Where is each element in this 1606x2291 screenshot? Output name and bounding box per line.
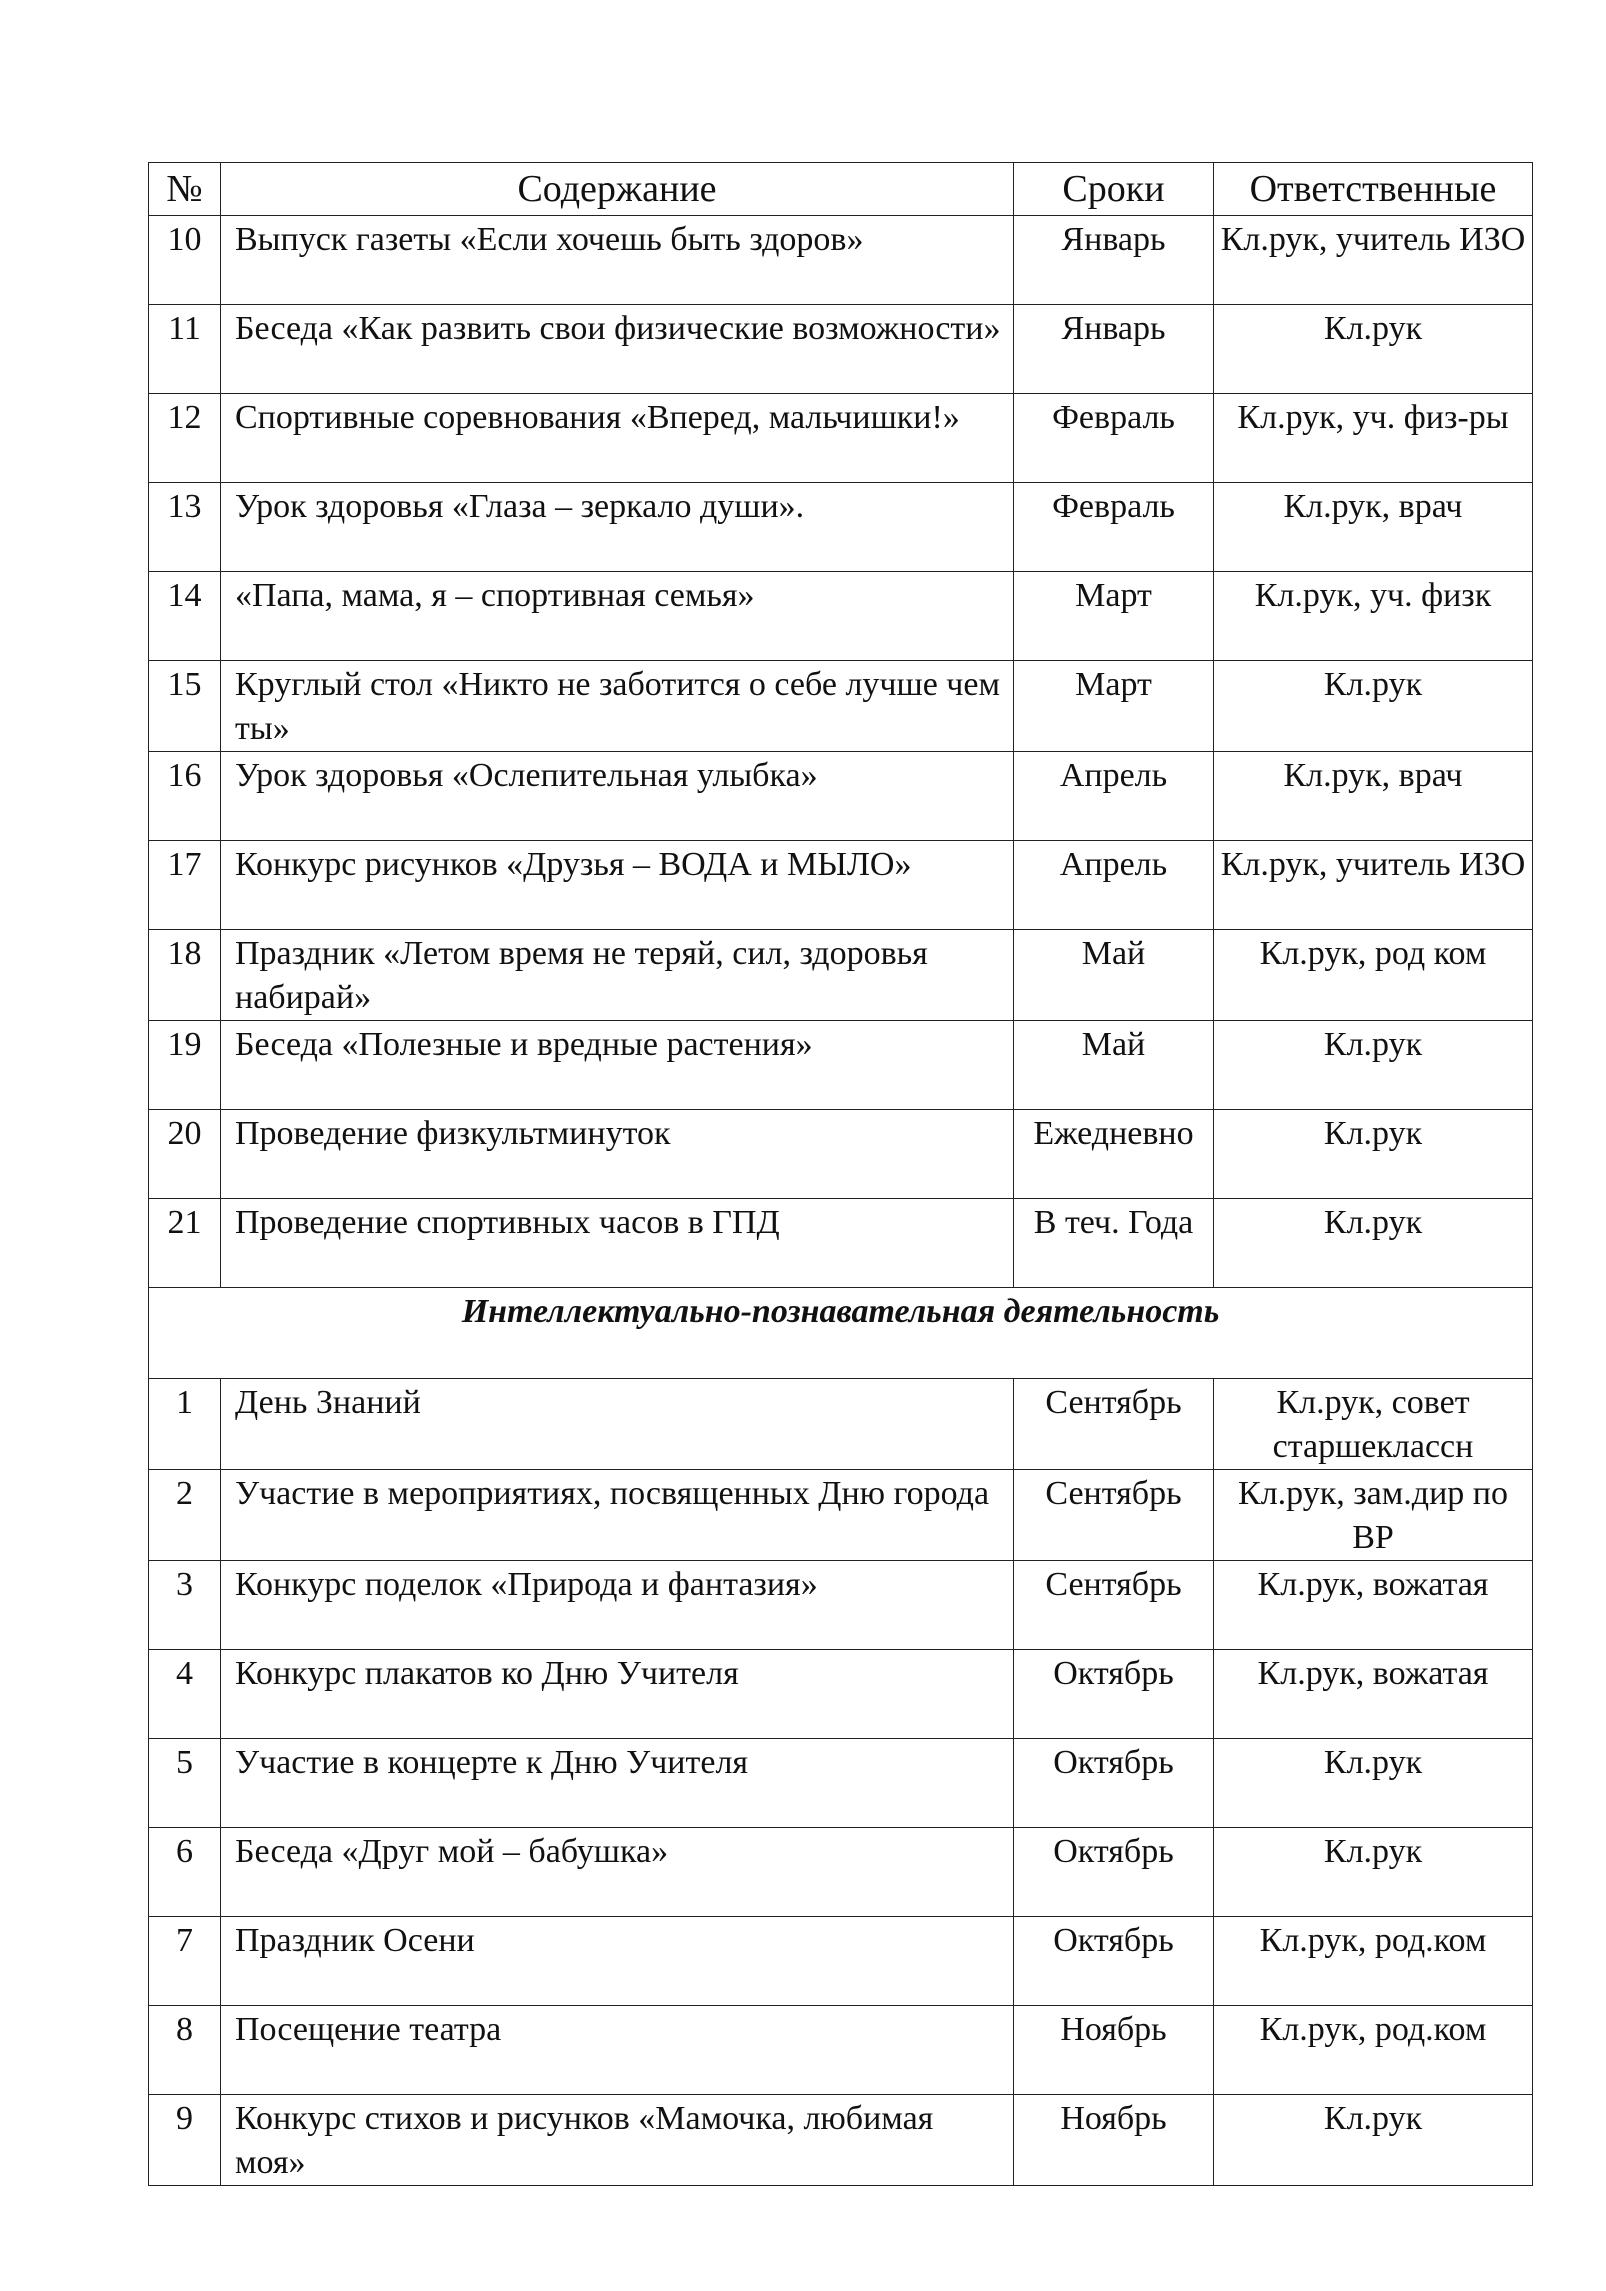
row-content: Проведение физкультминуток xyxy=(221,1110,1014,1199)
table-row xyxy=(149,661,1533,752)
row-number: 5 xyxy=(149,1739,221,1828)
table-row xyxy=(149,1379,1533,1470)
row-number: 3 xyxy=(149,1561,221,1650)
row-responsible: Кл.рук, врач xyxy=(1214,483,1533,572)
row-number: 19 xyxy=(149,1021,221,1110)
row-date: Апрель xyxy=(1014,752,1214,841)
row-content: Участие в мероприятиях, посвященных Дню города xyxy=(221,1470,1014,1561)
row-responsible: Кл.рук xyxy=(1214,1739,1533,1828)
row-responsible: Кл.рук, род.ком xyxy=(1214,2006,1533,2095)
row-number: 18 xyxy=(149,930,221,1021)
row-date: В теч. Года xyxy=(1014,1199,1214,1288)
row-number: 13 xyxy=(149,483,221,572)
row-responsible: Кл.рук, вожатая xyxy=(1214,1561,1533,1650)
row-number: 16 xyxy=(149,752,221,841)
header-responsible: Ответственные xyxy=(1214,163,1533,216)
row-date: Ноябрь xyxy=(1014,2006,1214,2095)
header-content: Содержание xyxy=(221,163,1014,216)
row-content: Конкурс плакатов ко Дню Учителя xyxy=(221,1650,1014,1739)
row-responsible: Кл.рук, вожатая xyxy=(1214,1650,1533,1739)
row-content: Урок здоровья «Ослепительная улыбка» xyxy=(221,752,1014,841)
table-row xyxy=(149,1470,1533,1561)
row-responsible: Кл.рук xyxy=(1214,1828,1533,1917)
row-content: Конкурс рисунков «Друзья – ВОДА и МЫЛО» xyxy=(221,841,1014,930)
row-content: Посещение театра xyxy=(221,2006,1014,2095)
row-content: Конкурс поделок «Природа и фантазия» xyxy=(221,1561,1014,1650)
row-content: Урок здоровья «Глаза – зеркало души». xyxy=(221,483,1014,572)
row-responsible: Кл.рук, зам.дир по ВР xyxy=(1214,1470,1533,1561)
row-date: Март xyxy=(1014,572,1214,661)
row-responsible: Кл.рук, род.ком xyxy=(1214,1917,1533,2006)
row-content: Проведение спортивных часов в ГПД xyxy=(221,1199,1014,1288)
table-row xyxy=(149,930,1533,1021)
row-date: Сентябрь xyxy=(1014,1561,1214,1650)
row-responsible: Кл.рук, учитель ИЗО xyxy=(1214,216,1533,305)
table-header-row xyxy=(149,163,1533,216)
row-responsible: Кл.рук xyxy=(1214,2095,1533,2186)
row-number: 2 xyxy=(149,1470,221,1561)
row-number: 17 xyxy=(149,841,221,930)
table-row xyxy=(149,2095,1533,2186)
table-row xyxy=(149,394,1533,483)
row-content: Круглый стол «Никто не заботится о себе лучше чем ты» xyxy=(221,661,1014,752)
row-number: 8 xyxy=(149,2006,221,2095)
row-date: Октябрь xyxy=(1014,1739,1214,1828)
row-number: 10 xyxy=(149,216,221,305)
row-number: 6 xyxy=(149,1828,221,1917)
table-row xyxy=(149,483,1533,572)
row-responsible: Кл.рук xyxy=(1214,1110,1533,1199)
table-row xyxy=(149,1828,1533,1917)
header-date: Сроки xyxy=(1014,163,1214,216)
table-row xyxy=(149,305,1533,394)
row-number: 9 xyxy=(149,2095,221,2186)
row-number: 21 xyxy=(149,1199,221,1288)
table-row xyxy=(149,1110,1533,1199)
table-row xyxy=(149,1021,1533,1110)
table-row xyxy=(149,572,1533,661)
row-date: Февраль xyxy=(1014,483,1214,572)
row-date: Ноябрь xyxy=(1014,2095,1214,2186)
row-content: День Знаний xyxy=(221,1379,1014,1470)
row-responsible: Кл.рук, род ком xyxy=(1214,930,1533,1021)
row-date: Апрель xyxy=(1014,841,1214,930)
row-date: Январь xyxy=(1014,216,1214,305)
table-row xyxy=(149,1917,1533,2006)
table-row xyxy=(149,1561,1533,1650)
row-responsible: Кл.рук xyxy=(1214,1199,1533,1288)
row-content: «Папа, мама, я – спортивная семья» xyxy=(221,572,1014,661)
row-responsible: Кл.рук xyxy=(1214,661,1533,752)
row-responsible: Кл.рук, совет старшеклассн xyxy=(1214,1379,1533,1470)
table-row xyxy=(149,216,1533,305)
row-responsible: Кл.рук xyxy=(1214,305,1533,394)
row-date: Март xyxy=(1014,661,1214,752)
row-content: Конкурс стихов и рисунков «Мамочка, любимая моя» xyxy=(221,2095,1014,2186)
row-number: 15 xyxy=(149,661,221,752)
table-row xyxy=(149,841,1533,930)
row-content: Участие в концерте к Дню Учителя xyxy=(221,1739,1014,1828)
row-date: Сентябрь xyxy=(1014,1470,1214,1561)
row-number: 11 xyxy=(149,305,221,394)
row-content: Беседа «Полезные и вредные растения» xyxy=(221,1021,1014,1110)
row-responsible: Кл.рук xyxy=(1214,1021,1533,1110)
row-number: 1 xyxy=(149,1379,221,1470)
row-number: 7 xyxy=(149,1917,221,2006)
row-responsible: Кл.рук, учитель ИЗО xyxy=(1214,841,1533,930)
row-date: Май xyxy=(1014,1021,1214,1110)
table-row xyxy=(149,752,1533,841)
row-content: Спортивные соревнования «Вперед, мальчишки!» xyxy=(221,394,1014,483)
table-row xyxy=(149,1199,1533,1288)
row-responsible: Кл.рук, уч. физ-ры xyxy=(1214,394,1533,483)
row-date: Февраль xyxy=(1014,394,1214,483)
row-number: 20 xyxy=(149,1110,221,1199)
row-date: Сентябрь xyxy=(1014,1379,1214,1470)
row-date: Январь xyxy=(1014,305,1214,394)
row-number: 4 xyxy=(149,1650,221,1739)
section-title: Интеллектуально-познавательная деятельность xyxy=(149,1288,1533,1379)
row-content: Праздник Осени xyxy=(221,1917,1014,2006)
table-row xyxy=(149,1650,1533,1739)
document-page xyxy=(148,162,1532,2186)
row-date: Май xyxy=(1014,930,1214,1021)
header-num: № xyxy=(149,163,221,216)
row-responsible: Кл.рук, уч. физк xyxy=(1214,572,1533,661)
row-responsible: Кл.рук, врач xyxy=(1214,752,1533,841)
row-content: Беседа «Друг мой – бабушка» xyxy=(221,1828,1014,1917)
row-number: 14 xyxy=(149,572,221,661)
row-date: Октябрь xyxy=(1014,1828,1214,1917)
row-date: Октябрь xyxy=(1014,1917,1214,2006)
row-content: Беседа «Как развить свои физические возможности» xyxy=(221,305,1014,394)
table-row xyxy=(149,1739,1533,1828)
activity-plan-table xyxy=(148,162,1533,2186)
row-content: Выпуск газеты «Если хочешь быть здоров» xyxy=(221,216,1014,305)
row-date: Октябрь xyxy=(1014,1650,1214,1739)
row-date: Ежедневно xyxy=(1014,1110,1214,1199)
row-content: Праздник «Летом время не теряй, сил, здоровья набирай» xyxy=(221,930,1014,1021)
section-header-row xyxy=(149,1288,1533,1379)
table-row xyxy=(149,2006,1533,2095)
row-number: 12 xyxy=(149,394,221,483)
